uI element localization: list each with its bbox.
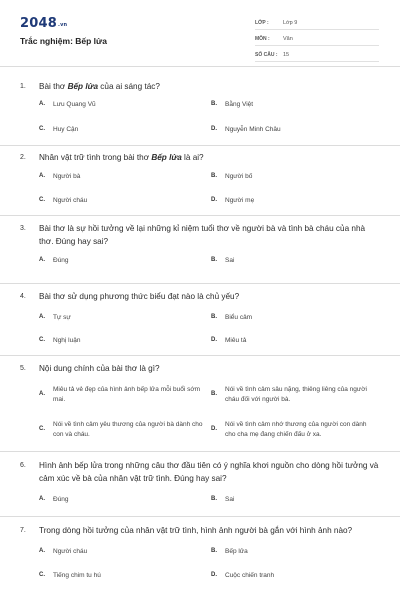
- option-text: Đúng: [53, 257, 69, 264]
- option-text: Nói về tình cảm yêu thương của người bà dành cho con và cháu.: [53, 421, 203, 438]
- option-letter: A.: [39, 390, 45, 397]
- question-text-part: Nội dung chính của bài thơ là gì?: [39, 364, 160, 373]
- option-a[interactable]: [39, 256, 69, 266]
- question-text: [20, 524, 380, 537]
- option-letter: C.: [39, 337, 45, 343]
- option-text: Người mẹ: [225, 197, 255, 204]
- option-d[interactable]: [211, 125, 281, 135]
- option-letter: A.: [39, 101, 45, 107]
- option-text: Sai: [225, 496, 235, 503]
- option-letter: A.: [39, 314, 45, 320]
- question-5: [20, 362, 380, 438]
- option-d[interactable]: [211, 571, 274, 581]
- question-text-part: Bài thơ là sự hồi tưởng về lại những kỉ niệm tuổi thơ về người bà và tình bà cháu của nhà thơ. Đúng hay sai?: [39, 224, 366, 246]
- logo-text: 2048: [20, 16, 57, 31]
- question-6: [20, 459, 380, 503]
- question-divider: [0, 451, 400, 452]
- question-text-part: Bài thơ sử dụng phương thức biểu đạt nào là chủ yếu?: [39, 292, 240, 301]
- option-text: Tiếng chim tu hú: [53, 572, 101, 579]
- option-letter: C.: [39, 572, 45, 578]
- option-text: Huy Cận: [53, 126, 79, 133]
- option-a[interactable]: [39, 313, 71, 323]
- question-text-part: của ai sáng tác?: [98, 82, 160, 91]
- question-2: [20, 151, 380, 204]
- option-letter: C.: [39, 197, 45, 203]
- option-b[interactable]: [211, 172, 252, 182]
- meta-row-subject: [255, 30, 379, 46]
- quiz-title: Trắc nghiệm: Bếp lửa: [20, 36, 107, 46]
- option-text: Miêu tả: [225, 337, 247, 344]
- option-letter: A.: [39, 257, 45, 263]
- option-d[interactable]: [211, 420, 381, 439]
- option-letter: C.: [39, 425, 45, 432]
- meta-value: Văn: [283, 36, 293, 42]
- option-b[interactable]: [211, 385, 381, 404]
- question-text-part: Bài thơ: [39, 82, 68, 91]
- meta-key: LỚP :: [255, 20, 269, 26]
- question-text-part: Nhân vật trữ tình trong bài thơ: [39, 153, 152, 162]
- option-text: Nghị luận: [53, 337, 81, 344]
- option-letter: A.: [39, 496, 45, 502]
- question-divider: [0, 516, 400, 517]
- option-text: Sai: [225, 257, 235, 264]
- question-number: 6.: [20, 462, 26, 469]
- question-number: 4.: [20, 293, 26, 300]
- question-number: 2.: [20, 154, 26, 161]
- option-c[interactable]: [39, 336, 80, 346]
- option-b[interactable]: [211, 495, 234, 505]
- question-text-part: Hình ảnh bếp lửa trong những câu thơ đầu tiên có ý nghĩa khơi nguồn cho dòng hồi tưởng và cảm xúc về bà của nhân vật trữ tình. Đúng hay sai?: [39, 461, 379, 483]
- option-text: Bếp lửa: [225, 548, 248, 555]
- question-text: [20, 290, 380, 303]
- option-b[interactable]: [211, 313, 252, 323]
- question-text-part: Trong dòng hồi tưởng của nhân vật trữ tình, hình ảnh người bà gắn với hình ảnh nào?: [39, 526, 353, 535]
- quiz-meta: [255, 14, 379, 62]
- option-letter: B.: [211, 496, 217, 502]
- question-text: [20, 222, 380, 248]
- logo-domain: .vn: [57, 22, 68, 28]
- option-letter: B.: [211, 101, 217, 107]
- question-text: [20, 459, 380, 485]
- option-letter: B.: [211, 548, 217, 554]
- option-text: Lưu Quang Vũ: [53, 101, 96, 108]
- meta-row-class: [255, 14, 379, 30]
- option-text: Biểu cảm: [225, 314, 253, 321]
- option-a[interactable]: [39, 385, 209, 404]
- option-text: Nói về tình cảm nhớ thương của người con dành cho cha mẹ đang chiến đấu ở xa.: [225, 421, 367, 438]
- option-letter: B.: [211, 173, 217, 179]
- option-a[interactable]: [39, 547, 87, 557]
- option-text: Nói về tình cảm sâu nặng, thiêng liêng của người cháu đối với người bà.: [225, 386, 367, 403]
- question-text: [20, 362, 380, 375]
- question-text: [20, 151, 380, 164]
- option-text: Nguyễn Minh Châu: [225, 126, 281, 133]
- option-letter: D.: [211, 572, 217, 578]
- question-4: [20, 290, 380, 344]
- option-letter: B.: [211, 257, 217, 263]
- option-b[interactable]: [211, 256, 234, 266]
- option-text: Miêu tả vẻ đẹp của hình ảnh bếp lửa mỗi buổi sớm mai.: [53, 386, 201, 403]
- question-1: [20, 80, 380, 133]
- page-header: [0, 0, 400, 62]
- option-d[interactable]: [211, 196, 254, 206]
- question-number: 3.: [20, 225, 26, 232]
- option-a[interactable]: [39, 495, 69, 505]
- option-letter: D.: [211, 197, 217, 203]
- option-letter: C.: [39, 126, 45, 132]
- option-text: Người bố: [225, 173, 253, 180]
- question-text-part: là ai?: [181, 153, 204, 162]
- question-number: 1.: [20, 83, 26, 90]
- meta-key: SỐ CÂU :: [255, 52, 278, 58]
- option-c[interactable]: [39, 196, 87, 206]
- option-text: Người cháu: [53, 197, 88, 204]
- poem-title: Bếp lửa: [151, 153, 182, 162]
- question-divider: [0, 355, 400, 356]
- poem-title: Bếp lửa: [67, 82, 99, 91]
- option-letter: D.: [211, 337, 217, 343]
- meta-value: Lớp 9: [283, 20, 298, 26]
- option-text: Người cháu: [53, 548, 88, 555]
- question-7: [20, 524, 380, 579]
- option-text: Cuộc chiến tranh: [225, 572, 275, 579]
- option-text: Người bà: [53, 173, 81, 180]
- option-letter: D.: [211, 425, 217, 432]
- option-letter: A.: [39, 548, 45, 554]
- option-a[interactable]: [39, 172, 80, 182]
- question-text: [20, 80, 380, 93]
- option-text: Bằng Việt: [225, 101, 254, 108]
- option-a[interactable]: [39, 100, 96, 110]
- question-divider: [0, 215, 400, 216]
- option-c[interactable]: [39, 125, 78, 135]
- option-d[interactable]: [211, 336, 246, 346]
- option-b[interactable]: [211, 547, 248, 557]
- question-divider: [0, 145, 400, 146]
- option-letter: B.: [211, 390, 217, 397]
- option-b[interactable]: [211, 100, 253, 110]
- question-number: 5.: [20, 365, 26, 372]
- option-letter: A.: [39, 173, 45, 179]
- option-text: Tự sự: [53, 314, 71, 321]
- option-letter: D.: [211, 126, 217, 132]
- meta-key: MÔN :: [255, 36, 270, 42]
- meta-value: 15: [283, 52, 290, 58]
- question-divider: [0, 283, 400, 284]
- option-letter: B.: [211, 314, 217, 320]
- section-divider: [0, 66, 400, 67]
- question-3: [20, 222, 380, 264]
- question-number: 7.: [20, 527, 26, 534]
- option-c[interactable]: [39, 420, 209, 439]
- meta-row-count: [255, 46, 379, 62]
- option-c[interactable]: [39, 571, 101, 581]
- option-text: Đúng: [53, 496, 69, 503]
